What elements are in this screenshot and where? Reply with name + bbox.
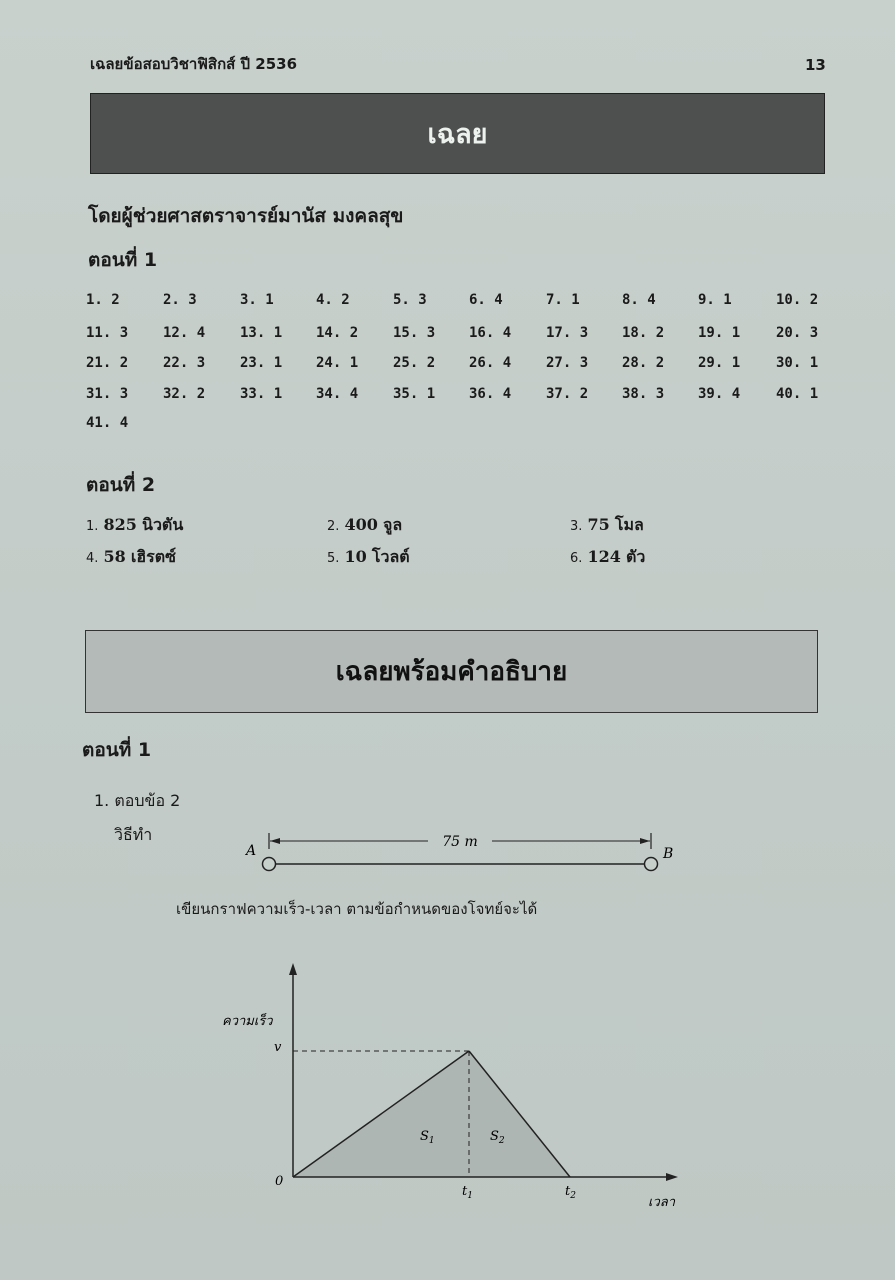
answer-number: 3. — [570, 519, 583, 534]
part1-answer-item: 19. 1 — [698, 325, 741, 341]
part1-answer-item: 34. 4 — [316, 386, 359, 402]
part1-answer-item: 14. 2 — [316, 325, 359, 341]
part1-answer-item: 11. 3 — [86, 325, 129, 341]
part1-answer-item: 17. 3 — [546, 325, 589, 341]
part1-answer-item: 29. 1 — [698, 355, 741, 371]
part2-heading: ตอนที่ 2 — [86, 474, 156, 496]
part1-answer-item: 33. 1 — [240, 386, 283, 402]
part2-answer-item — [86, 545, 176, 570]
part1-answer-item: 4. 2 — [316, 292, 350, 308]
point-b-label: B — [663, 846, 674, 862]
part1-heading: ตอนที่ 1 — [88, 249, 158, 271]
answer-value: 400 — [344, 515, 378, 534]
answer-number: 2. — [327, 519, 340, 534]
answer-number: 5. — [327, 551, 340, 566]
graph-intro: เขียนกราฟความเร็ว-เวลา ตามข้อกำหนดของโจทย์จะได้ — [176, 900, 538, 918]
explanation-heading: ตอนที่ 1 — [82, 739, 152, 761]
answer-value: 10 — [344, 547, 367, 566]
part1-answer-item: 36. 4 — [469, 386, 512, 402]
t2-label: $t_2$ — [565, 1184, 576, 1201]
part2-answer-item — [327, 513, 402, 538]
part2-answer-item — [327, 545, 410, 570]
author-line: โดยผู้ช่วยศาสตราจารย์มานัส มงคลสุข — [88, 205, 404, 227]
t1-label: $t_1$ — [462, 1184, 473, 1201]
part1-answer-item: 27. 3 — [546, 355, 589, 371]
part1-answer-item: 22. 3 — [163, 355, 206, 371]
answer-banner — [90, 93, 825, 174]
part1-answer-item: 5. 3 — [393, 292, 427, 308]
s2-label: $S_2$ — [490, 1129, 505, 1146]
part1-answer-item: 23. 1 — [240, 355, 283, 371]
part1-answer-item: 24. 1 — [316, 355, 359, 371]
part2-answer-item — [86, 513, 183, 538]
arrow-right-icon — [640, 838, 650, 844]
answer-value: 124 — [587, 547, 621, 566]
part1-answer-item: 28. 2 — [622, 355, 665, 371]
part1-answer-item: 1. 2 — [86, 292, 120, 308]
part1-answer-item: 10. 2 — [776, 292, 819, 308]
point-b-circle — [645, 858, 658, 871]
arrow-left-icon — [270, 838, 280, 844]
running-title: เฉลยข้อสอบวิชาฟิสิกส์ ปี 2536 — [90, 55, 298, 73]
part1-answer-item: 31. 3 — [86, 386, 129, 402]
distance-diagram — [230, 825, 690, 885]
answer-unit: ตัว — [626, 547, 646, 566]
answer-value: 58 — [103, 547, 126, 566]
area-fill — [293, 1051, 570, 1177]
part1-answer-item: 13. 1 — [240, 325, 283, 341]
part1-answer-item: 35. 1 — [393, 386, 436, 402]
answer-unit: จูล — [383, 515, 403, 534]
part1-answer-item: 26. 4 — [469, 355, 512, 371]
explanation-banner-title: เฉลยพร้อมคำอธิบาย — [335, 657, 568, 687]
part1-answer-item: 37. 2 — [546, 386, 589, 402]
y-axis-label: ความเร็ว — [222, 1014, 273, 1029]
part2-answer-item — [570, 513, 644, 538]
answer-value: 75 — [587, 515, 610, 534]
part2-answer-item — [570, 545, 645, 570]
page-number: 13 — [805, 56, 826, 74]
part1-answer-item: 3. 1 — [240, 292, 274, 308]
part1-answer-item: 38. 3 — [622, 386, 665, 402]
part1-answer-item: 25. 2 — [393, 355, 436, 371]
part1-answer-item: 6. 4 — [469, 292, 503, 308]
part1-answer-item: 41. 4 — [86, 415, 129, 431]
part1-answer-item: 30. 1 — [776, 355, 819, 371]
part1-answer-item: 32. 2 — [163, 386, 206, 402]
s1-label: $S_1$ — [420, 1129, 435, 1146]
x-axis-arrow-icon — [666, 1173, 678, 1181]
part1-answer-item: 12. 4 — [163, 325, 206, 341]
v-label: v — [274, 1040, 282, 1055]
answer-unit: โมล — [614, 515, 644, 534]
part1-answer-item: 7. 1 — [546, 292, 580, 308]
part1-answer-item: 18. 2 — [622, 325, 665, 341]
distance-label: 75 m — [442, 834, 478, 850]
answer-number: 6. — [570, 551, 583, 566]
answer-value: 825 — [103, 515, 137, 534]
explanation-banner — [85, 630, 818, 713]
answer-unit: นิวตัน — [142, 515, 184, 534]
part1-answer-item: 39. 4 — [698, 386, 741, 402]
answer-unit: เฮิรตซ์ — [130, 547, 176, 566]
part1-answer-item: 15. 3 — [393, 325, 436, 341]
y-axis-arrow-icon — [289, 963, 297, 975]
answer-banner-title: เฉลย — [427, 119, 488, 150]
origin-label: 0 — [275, 1174, 284, 1189]
answer-unit: โวลต์ — [371, 547, 410, 566]
answer-number: 4. — [86, 551, 99, 566]
part1-answer-item: 21. 2 — [86, 355, 129, 371]
velocity-time-graph — [200, 955, 700, 1225]
part1-answer-item: 40. 1 — [776, 386, 819, 402]
part1-answer-item: 20. 3 — [776, 325, 819, 341]
part1-answer-item: 9. 1 — [698, 292, 732, 308]
question-1-answer: 1. ตอบข้อ 2 — [94, 791, 181, 810]
x-axis-label: เวลา — [648, 1195, 676, 1210]
answer-number: 1. — [86, 519, 99, 534]
part1-answer-item: 8. 4 — [622, 292, 656, 308]
part1-answer-item: 2. 3 — [163, 292, 197, 308]
part1-answer-item: 16. 4 — [469, 325, 512, 341]
point-a-label: A — [246, 843, 257, 859]
point-a-circle — [263, 858, 276, 871]
method-label: วิธีทำ — [114, 825, 153, 844]
